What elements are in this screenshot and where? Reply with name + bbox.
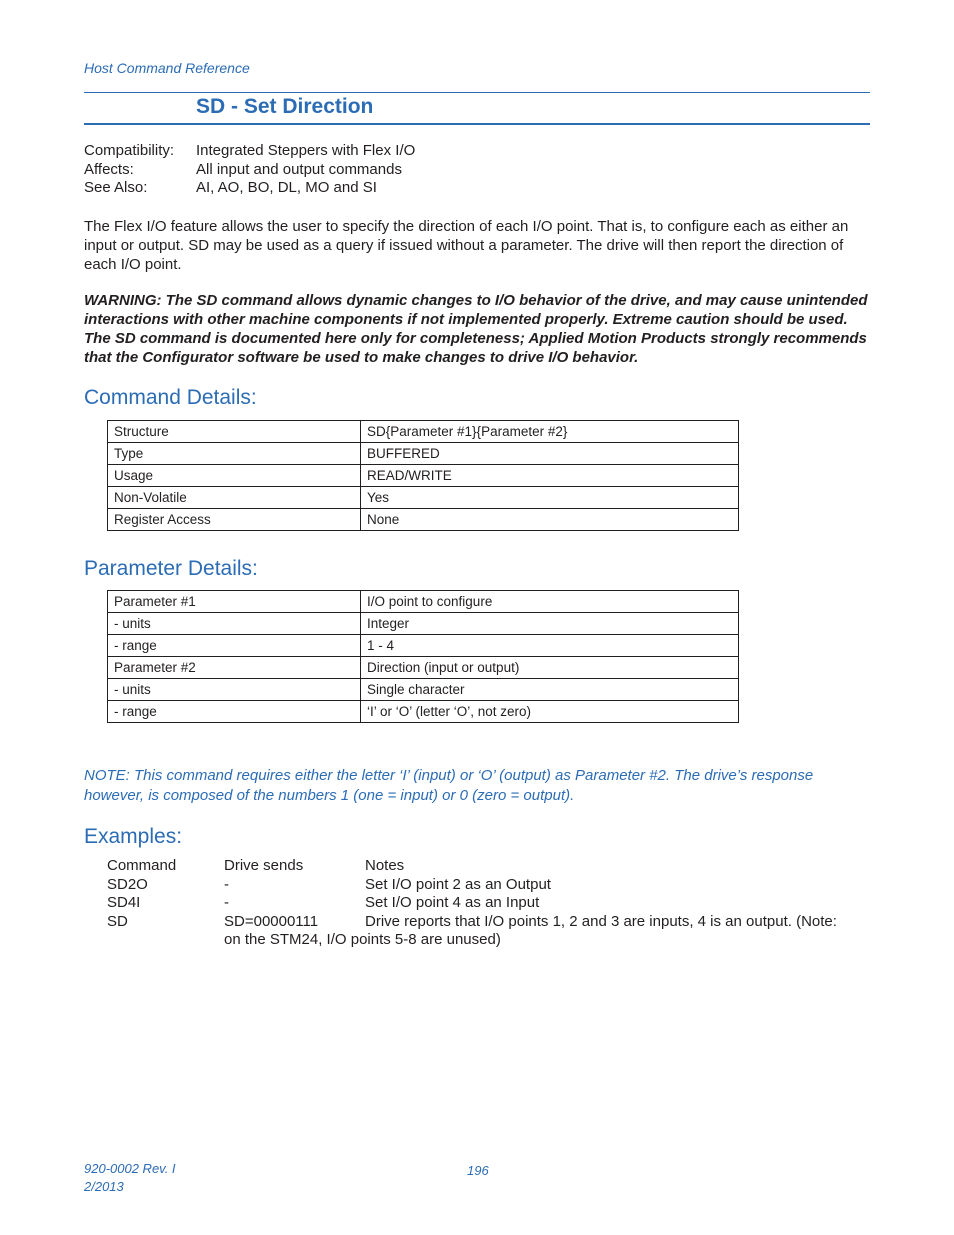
table-cell: Structure <box>108 421 361 443</box>
example-notes: Set I/O point 2 as an Output <box>365 875 551 893</box>
footer-doc-info <box>84 1160 176 1196</box>
meta-value: All input and output commands <box>196 160 402 178</box>
table-cell: ‘I’ or ‘O’ (letter ‘O’, not zero) <box>361 701 739 723</box>
table-row <box>108 635 739 657</box>
table-row <box>108 509 739 531</box>
table-cell: Usage <box>108 465 361 487</box>
meta-value: Integrated Steppers with Flex I/O <box>196 142 416 159</box>
table-row <box>108 421 739 443</box>
column-header: Command <box>107 857 177 874</box>
example-row <box>107 913 867 932</box>
command-details-heading: Command Details: <box>84 386 257 409</box>
table-cell: 1 - 4 <box>361 635 739 657</box>
example-command: SD4I <box>107 894 141 911</box>
title-bottom-rule <box>84 123 870 125</box>
meta-key: Compatibility: <box>84 142 175 159</box>
example-notes-continuation: on the STM24, I/O points 5-8 are unused) <box>224 931 501 948</box>
table-row <box>108 591 739 613</box>
table-cell: None <box>361 509 739 531</box>
parameter-details-table <box>107 590 739 723</box>
note-paragraph: NOTE: This command requires either the letter ‘I’ (input) or ‘O’ (output) as Parameter #2. The drive’s response however, is composed of the numbers 1 (one = input) or 0 (zero = output). <box>84 767 814 804</box>
table-cell: I/O point to configure <box>361 591 739 613</box>
meta-key: See Also: <box>84 179 148 196</box>
doc-date: 2/2013 <box>84 1179 124 1194</box>
example-command: SD <box>107 912 128 930</box>
table-cell: READ/WRITE <box>361 465 739 487</box>
table-cell: Non-Volatile <box>108 487 361 509</box>
table-cell: Register Access <box>108 509 361 531</box>
example-notes: Set I/O point 4 as an Input <box>365 894 540 911</box>
table-cell: Integer <box>361 613 739 635</box>
table-row <box>108 657 739 679</box>
warning-paragraph: WARNING: The SD command allows dynamic changes to I/O behavior of the drive, and may cause unintended interactions with other machine components if not implemented properly. Extreme caution should be used. The SD command is documented here only for completeness; Applied Motion Products strongly recommends that the Configurator software be used to make changes to drive I/O behavior. <box>84 292 868 366</box>
table-cell: Direction (input or output) <box>361 657 739 679</box>
table-cell: - range <box>108 635 361 657</box>
example-row <box>107 894 867 913</box>
examples-header-row <box>107 857 867 876</box>
command-details-table <box>107 420 739 531</box>
title-top-rule <box>84 92 870 93</box>
page-title: SD - Set Direction <box>196 95 374 118</box>
table-cell: Parameter #1 <box>108 591 361 613</box>
doc-number: 920-0002 Rev. I <box>84 1161 176 1176</box>
column-header: Drive sends <box>224 857 304 874</box>
table-cell: SD{Parameter #1}{Parameter #2} <box>361 421 739 443</box>
meta-row-see-also <box>84 179 415 198</box>
meta-row-affects <box>84 161 415 180</box>
example-drive-sends: - <box>224 894 229 911</box>
running-header: Host Command Reference <box>84 60 250 76</box>
table-cell: - units <box>108 679 361 701</box>
table-cell: - range <box>108 701 361 723</box>
table-row <box>108 701 739 723</box>
table-row <box>108 465 739 487</box>
table-cell: Parameter #2 <box>108 657 361 679</box>
table-cell: BUFFERED <box>361 443 739 465</box>
example-row <box>107 876 867 895</box>
example-drive-sends: SD=00000111 <box>224 912 319 930</box>
examples-heading: Examples: <box>84 825 183 848</box>
examples-list <box>107 857 867 950</box>
table-row <box>108 613 739 635</box>
command-meta <box>84 142 415 198</box>
meta-row-compatibility <box>84 142 415 161</box>
example-notes: Drive reports that I/O points 1, 2 and 3 are inputs, 4 is an output. (Note: <box>365 912 837 930</box>
page-number: 196 <box>467 1163 489 1178</box>
table-row <box>108 487 739 509</box>
description-paragraph: The Flex I/O feature allows the user to specify the direction of each I/O point. That is, to configure each as either an input or output. SD may be used as a query if issued without a parameter. The drive will then report the direction of each I/O point. <box>84 218 849 273</box>
table-cell: Single character <box>361 679 739 701</box>
table-cell: - units <box>108 613 361 635</box>
table-cell: Type <box>108 443 361 465</box>
column-header: Notes <box>365 857 405 874</box>
table-row <box>108 679 739 701</box>
table-cell: Yes <box>361 487 739 509</box>
meta-value: AI, AO, BO, DL, MO and SI <box>196 179 377 196</box>
parameter-details-heading: Parameter Details: <box>84 557 258 580</box>
table-row <box>108 443 739 465</box>
example-drive-sends: - <box>224 875 229 893</box>
meta-key: Affects: <box>84 160 134 178</box>
example-command: SD2O <box>107 875 148 893</box>
